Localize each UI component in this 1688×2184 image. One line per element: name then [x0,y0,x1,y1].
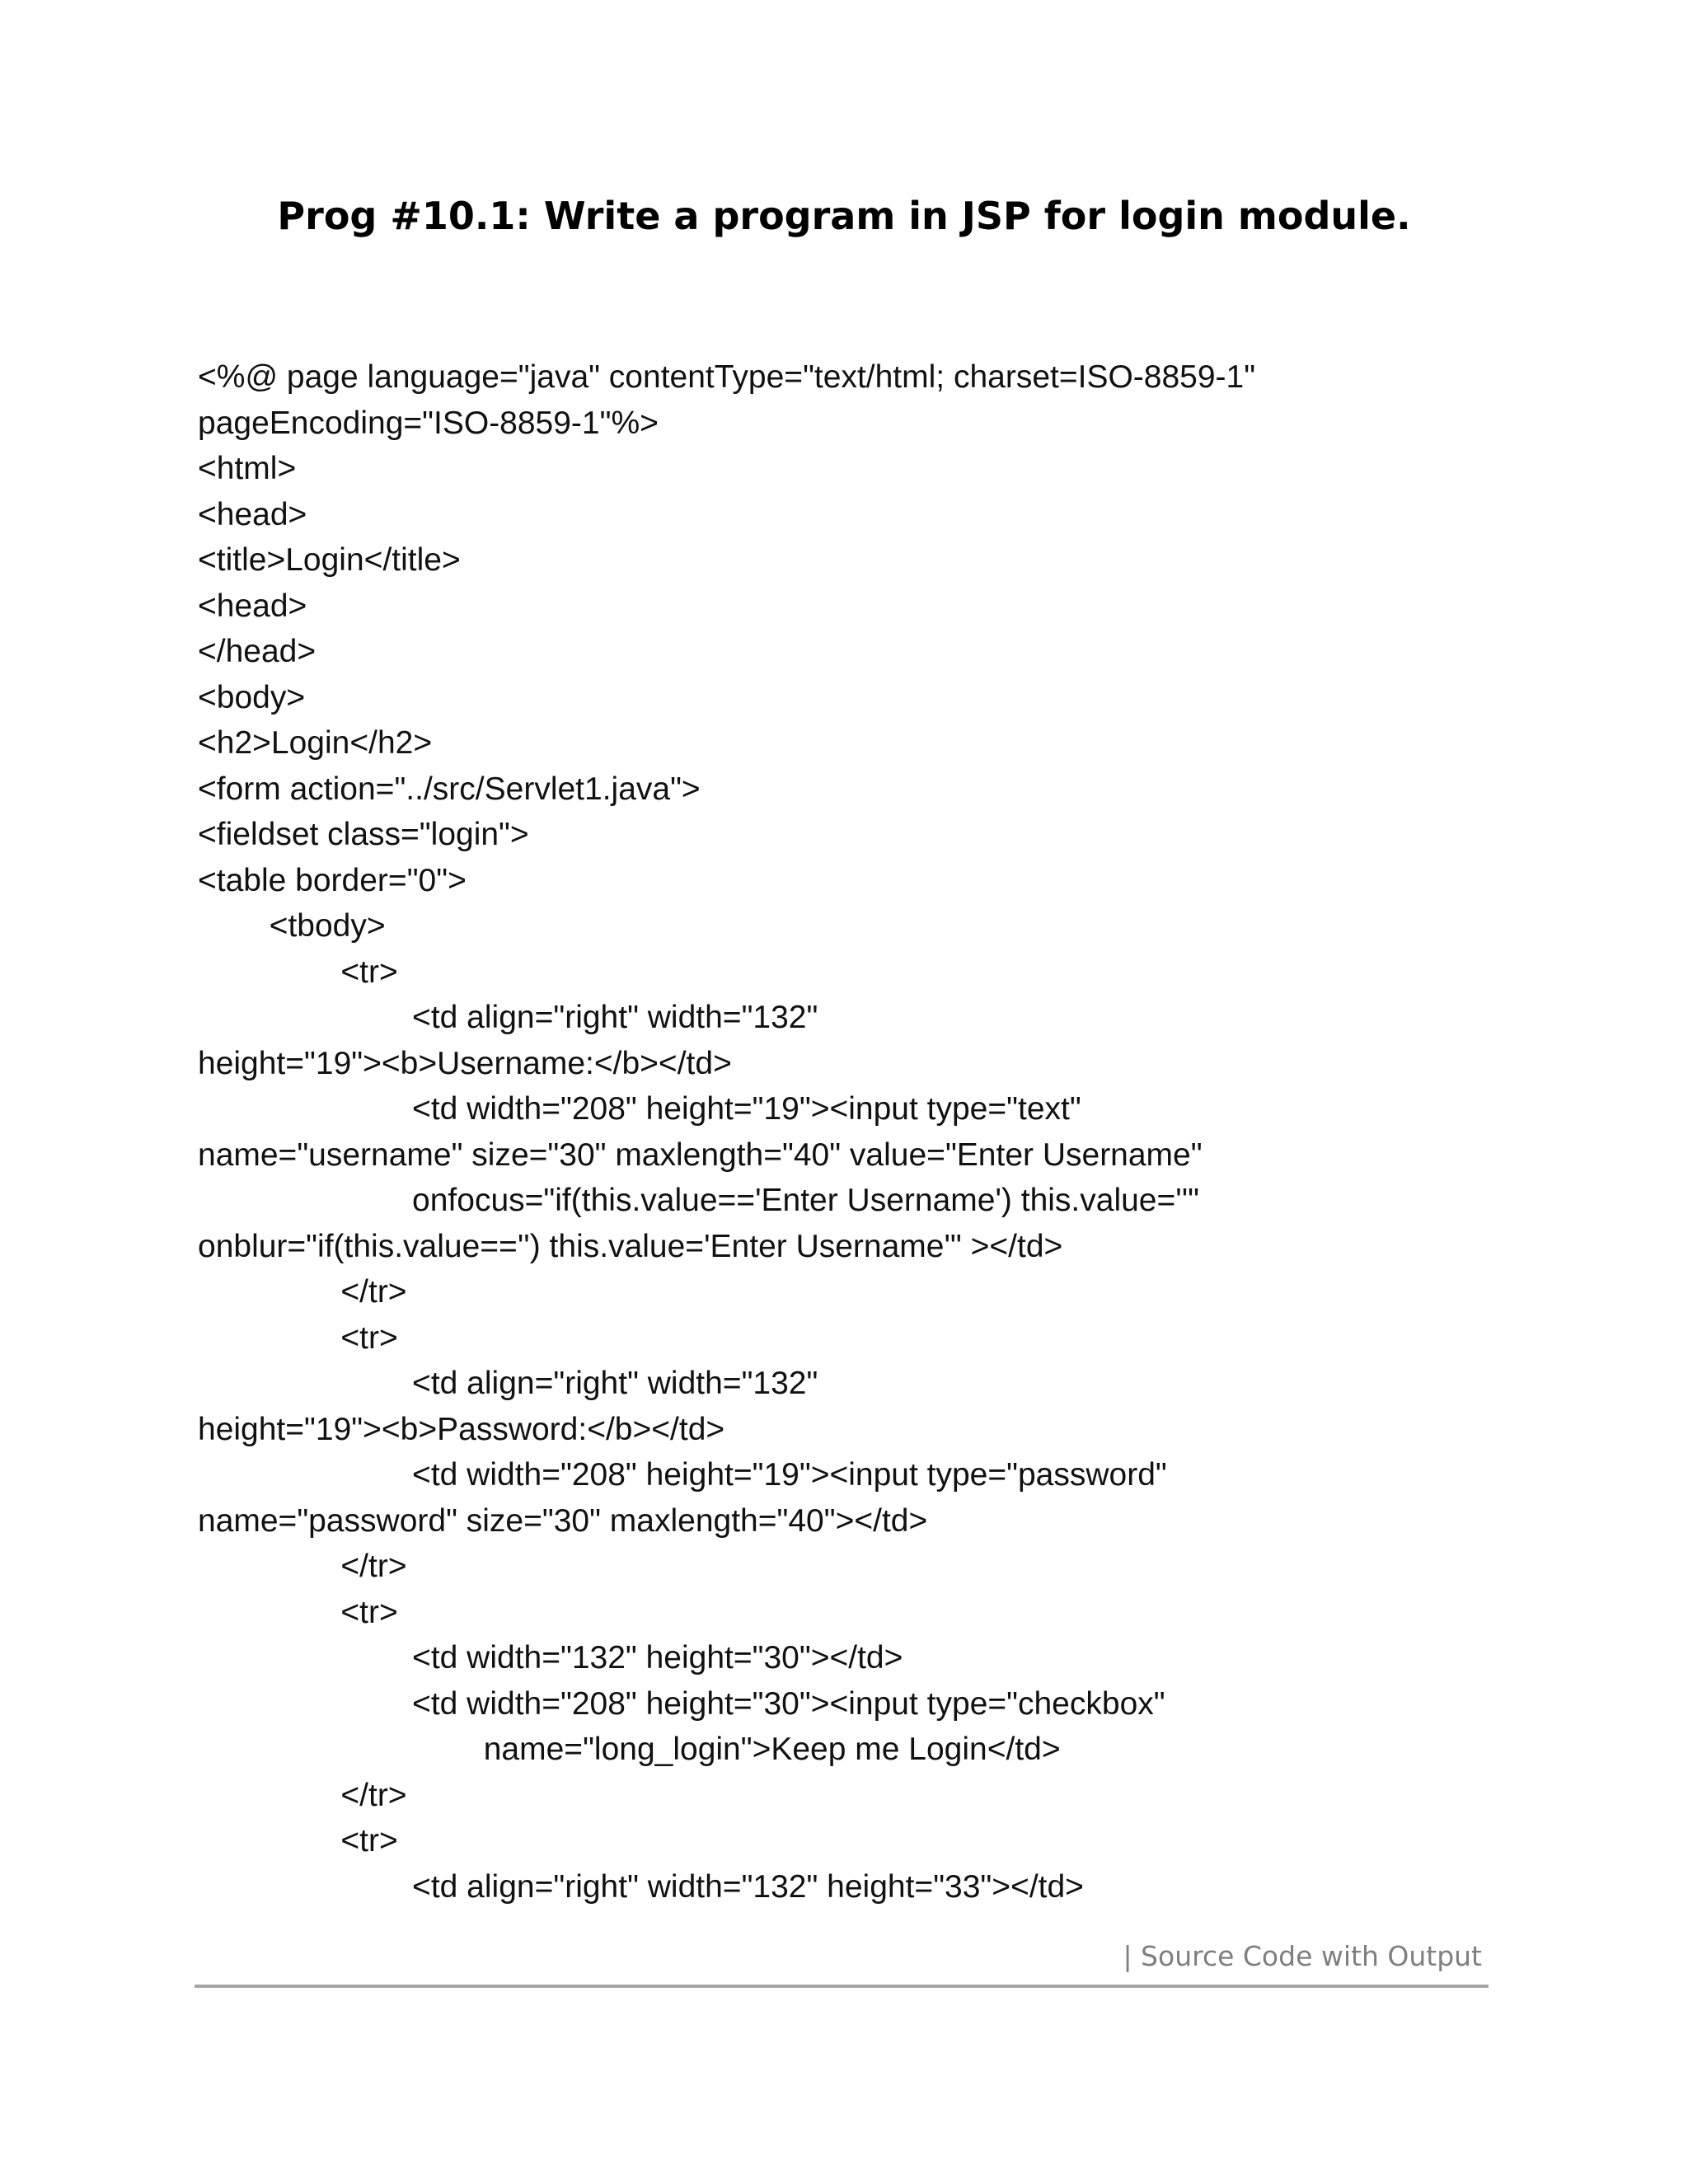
code-line: </tr> [198,1274,407,1310]
code-line: <tr> [198,1594,398,1630]
code-line: onblur="if(this.value=='') this.value='Enter Username'" ></td> [198,1228,1063,1264]
code-line: <table border="0"> [198,862,467,898]
code-line: height="19"><b>Password:</b></td> [198,1411,725,1447]
code-line: name="long_login">Keep me Login</td> [198,1732,1061,1767]
code-line: <head> [198,588,307,624]
code-line: <h2>Login</h2> [198,725,433,761]
code-line: <%@ page language="java" contentType="text/html; charset=ISO-8859-1" [198,359,1256,395]
code-line: <tr> [198,954,398,990]
code-line: height="19"><b>Username:</b></td> [198,1045,732,1081]
code-line: <tr> [198,1823,398,1858]
code-line: <body> [198,679,306,715]
code-line: onfocus="if(this.value=='Enter Username') this.value=''" [198,1183,1199,1218]
code-line: <fieldset class="login"> [198,817,529,852]
footer-label: | Source Code with Output [1123,1940,1482,1972]
page-footer [195,1937,1489,1988]
code-line: <html> [198,451,297,486]
code-line: <tbody> [198,908,386,944]
code-line: <td width="132" height="30"></td> [198,1640,903,1675]
code-line: name="username" size="30" maxlength="40" value="Enter Username" [198,1137,1203,1173]
code-line: name="password" size="30" maxlength="40"></td> [198,1502,928,1539]
code-line: <td width="208" height="19"><input type="password" [198,1457,1167,1493]
code-line: <tr> [198,1319,398,1356]
code-line: <td width="208" height="30"><input type="checkbox" [198,1685,1165,1722]
code-line: <head> [198,496,307,532]
code-line: <td align="right" width="132" [198,1366,818,1401]
code-listing [198,354,1599,1910]
code-line: pageEncoding="ISO-8859-1"%> [198,405,659,441]
page-title: Prog #10.1: Write a program in JSP for login module. [277,194,1411,238]
code-line: </tr> [198,1777,407,1813]
code-line: </tr> [198,1549,407,1584]
code-line: <td align="right" width="132" height="33"></td> [198,1868,1084,1905]
code-line: </head> [198,634,316,669]
code-line: <td align="right" width="132" [198,1000,818,1035]
code-line: <title>Login</title> [198,542,461,578]
code-line: <form action="../src/Servlet1.java"> [198,771,701,807]
code-line: <td width="208" height="19"><input type="text" [198,1091,1081,1127]
